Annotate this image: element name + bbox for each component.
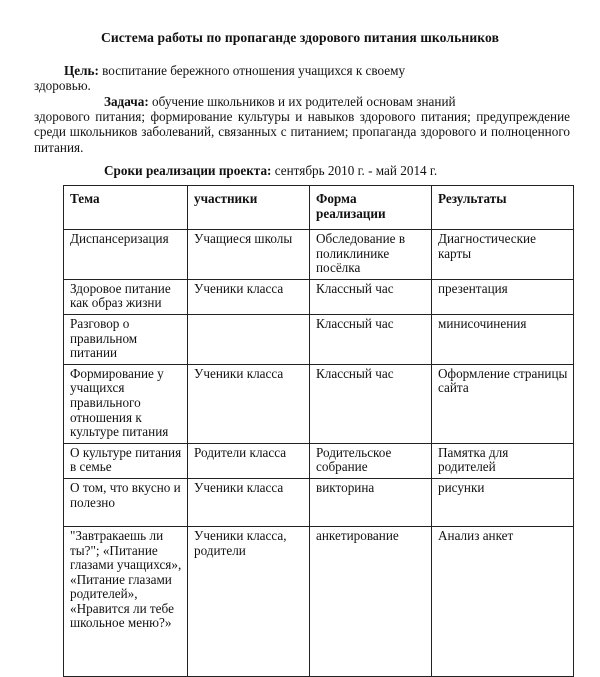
plan-table: [63, 185, 574, 677]
cell-topic: О культуре питания в семье: [64, 443, 188, 478]
table-row: [64, 230, 574, 280]
cell-topic: Диспансеризация: [64, 230, 188, 280]
cell-participants: Ученики класса, родители: [188, 526, 310, 676]
cell-participants: [188, 314, 310, 364]
cell-participants: Учащиеся школы: [188, 230, 310, 280]
cell-form: Родительское собрание: [310, 443, 432, 478]
goal-text: воспитание бережного отношения учащихся к своему: [98, 63, 406, 78]
task-text-continued: здорового питания; формирование культуры и навыков здорового питания; предупреждение среди школьников заболеваний, связанных с питанием; пропаганда здорового и полноценного питания.: [34, 109, 570, 155]
table-row: [64, 364, 574, 443]
cell-form: анкетирование: [310, 526, 432, 676]
cell-results: Диагностические карты: [432, 230, 574, 280]
cell-results: Памятка для родителей: [432, 443, 574, 478]
table-row: [64, 478, 574, 526]
table-header-row: [64, 186, 574, 230]
cell-form: Классный час: [310, 364, 432, 443]
cell-form: Обследование в поликлинике посёлка: [310, 230, 432, 280]
cell-topic: Формирование у учащихся правильного отношения к культуре питания: [64, 364, 188, 443]
table-row: [64, 279, 574, 314]
header-form: Форма реализации: [310, 186, 432, 230]
cell-topic: Здоровое питание как образ жизни: [64, 279, 188, 314]
header-participants: участники: [188, 186, 310, 230]
cell-results: презентация: [432, 279, 574, 314]
cell-form: Классный час: [310, 314, 432, 364]
document-title: Система работы по пропаганде здорового питания школьников: [100, 30, 500, 45]
table-row: [64, 314, 574, 364]
cell-results: Анализ анкет: [432, 526, 574, 676]
table-row: [64, 443, 574, 478]
goal-label: Цель:: [64, 63, 99, 78]
table-row: [64, 526, 574, 676]
cell-participants: Ученики класса: [188, 364, 310, 443]
cell-results: рисунки: [432, 478, 574, 526]
task-label: Задача:: [104, 94, 149, 109]
cell-results: минисочинения: [432, 314, 574, 364]
cell-topic: О том, что вкусно и полезно: [64, 478, 188, 526]
cell-topic: "Завтракаешь ли ты?"; «Питание глазами учащихся», «Питание глазами родителей», «Нравится ли тебе школьное меню?»: [64, 526, 188, 676]
dates-value: сентябрь 2010 г. - май 2014 г.: [271, 163, 438, 178]
cell-topic: Разговор о правильном питании: [64, 314, 188, 364]
goal-paragraph: [34, 63, 514, 94]
header-results: Результаты: [432, 186, 574, 230]
cell-form: викторина: [310, 478, 432, 526]
cell-form: Классный час: [310, 279, 432, 314]
header-topic: Тема: [64, 186, 188, 230]
task-paragraph: [34, 94, 570, 155]
cell-participants: Ученики класса: [188, 478, 310, 526]
cell-participants: Ученики класса: [188, 279, 310, 314]
goal-text-continued: здоровью.: [34, 78, 91, 94]
dates-paragraph: [104, 163, 564, 178]
cell-participants: Родители класса: [188, 443, 310, 478]
cell-results: Оформление страницы сайта: [432, 364, 574, 443]
task-text: обучение школьников и их родителей основам знаний: [148, 94, 456, 109]
dates-label: Сроки реализации проекта:: [104, 163, 272, 178]
